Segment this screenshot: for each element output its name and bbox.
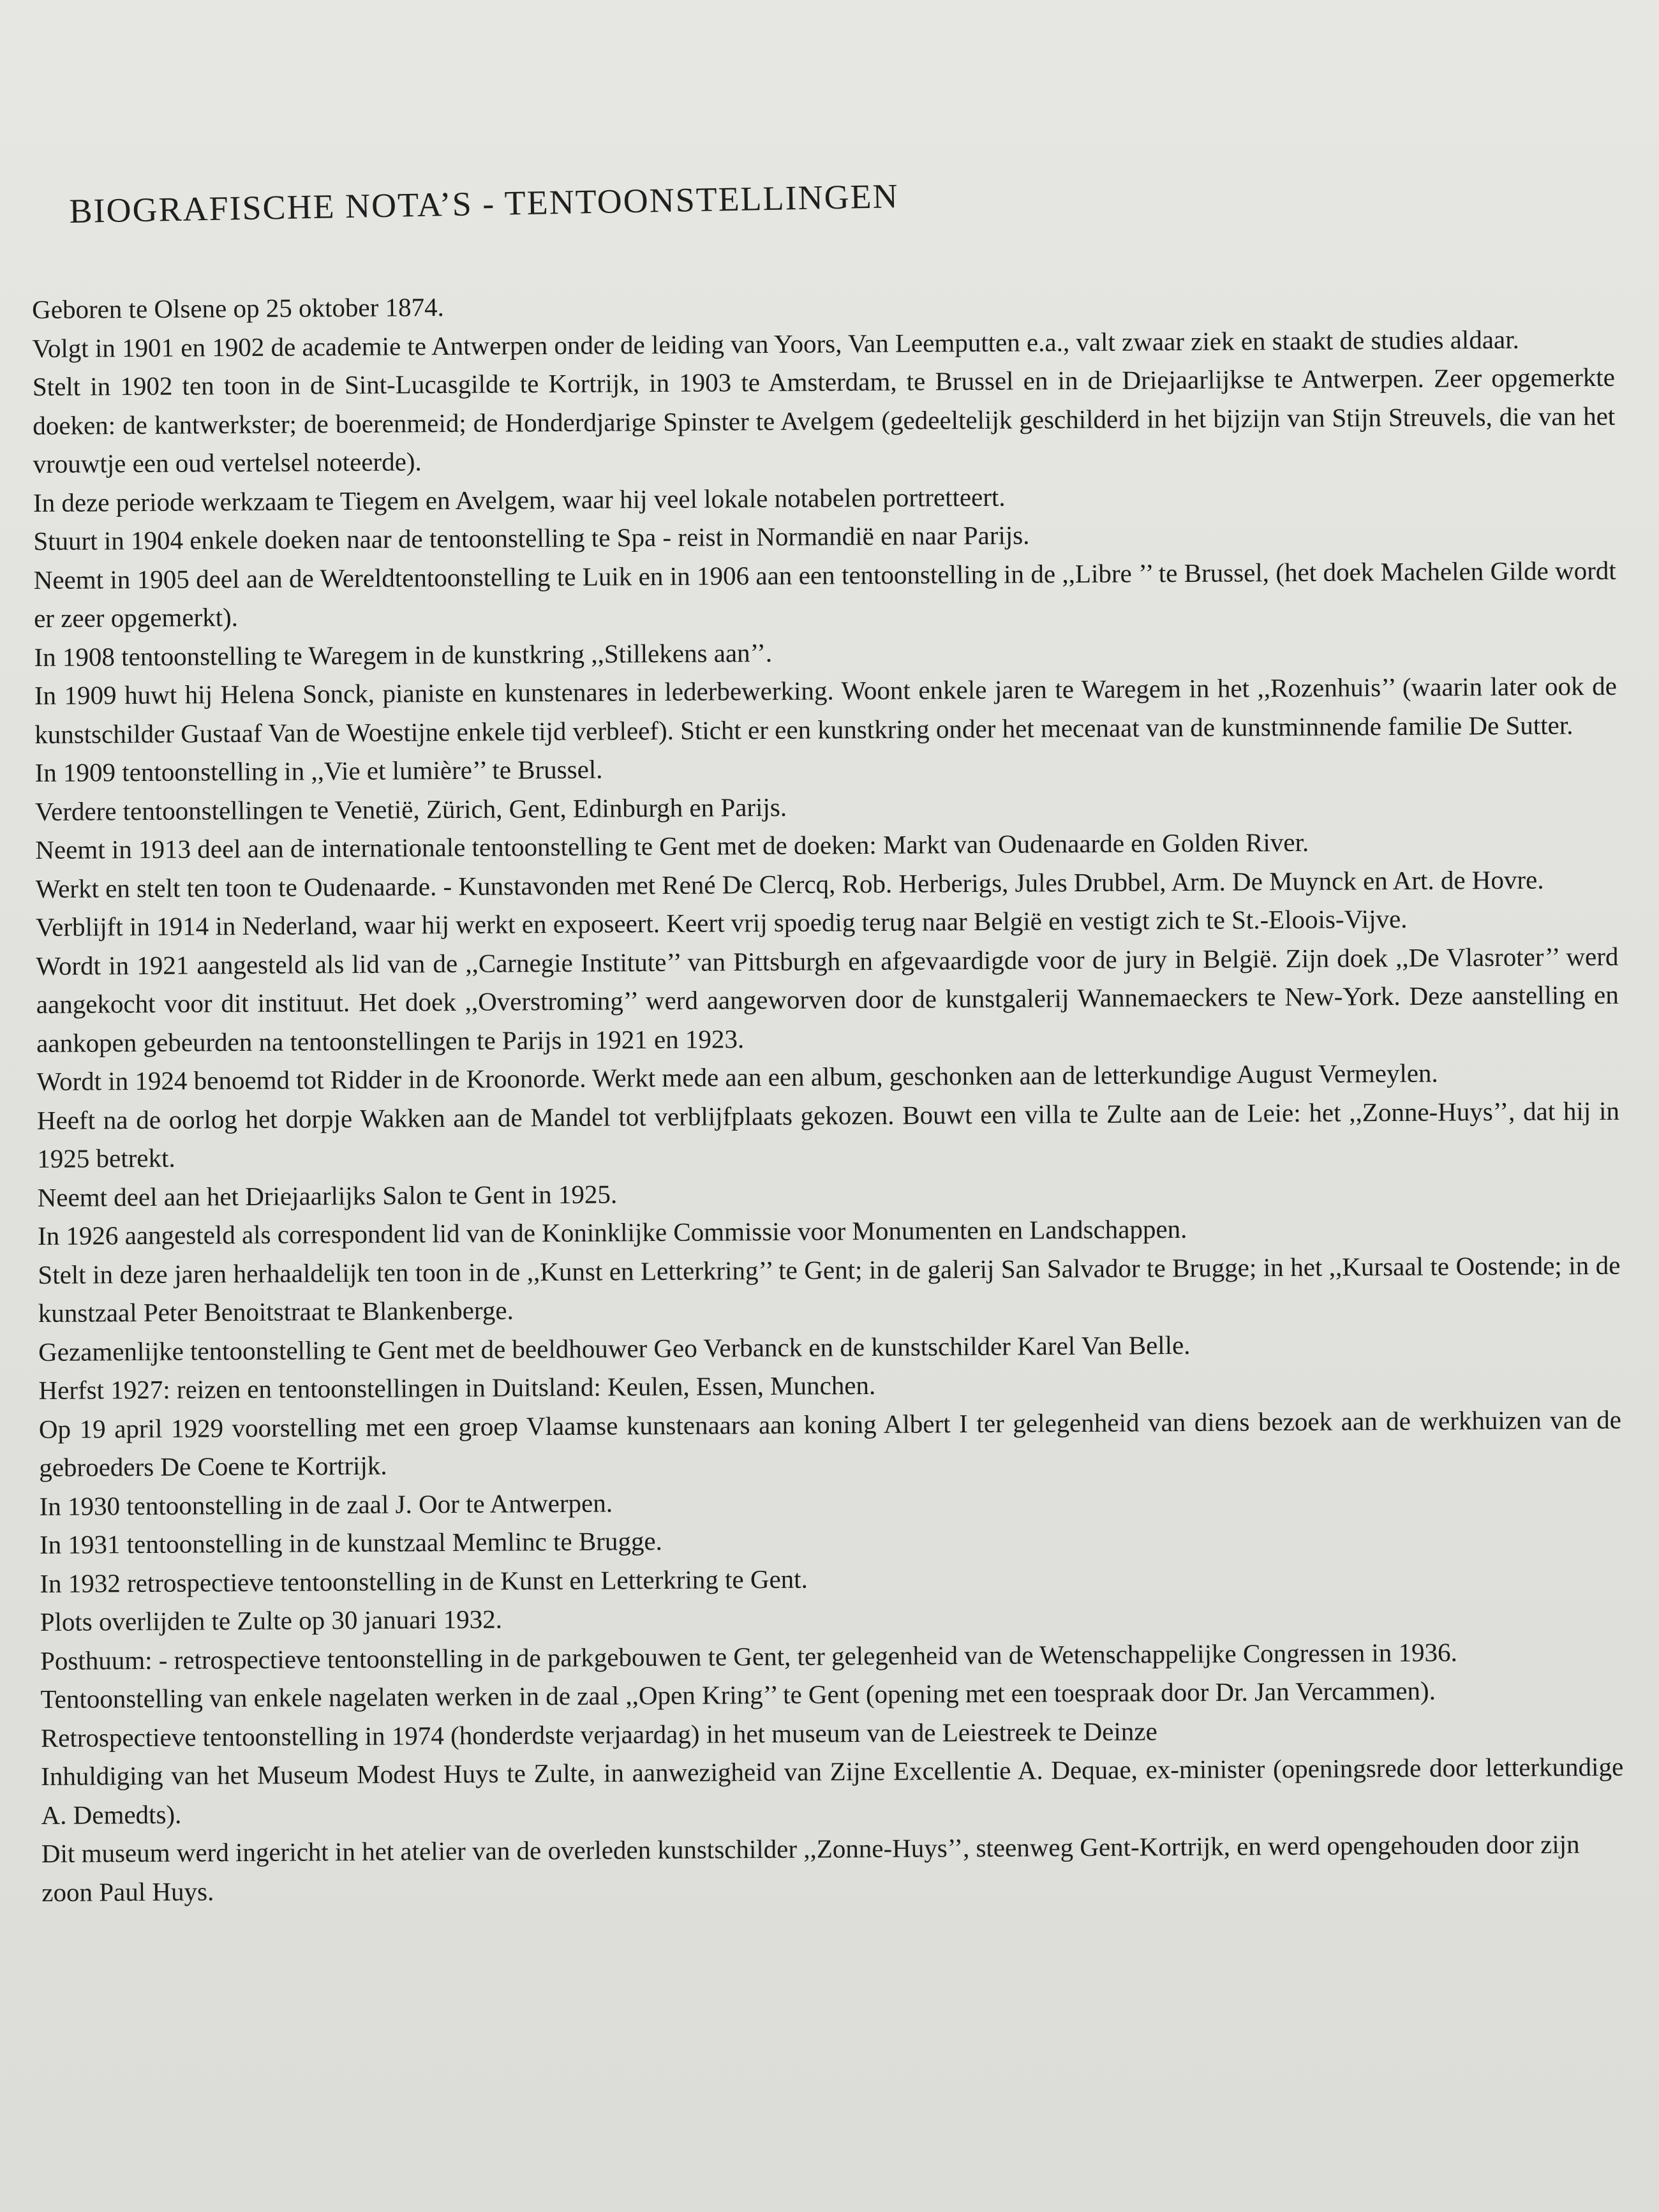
paragraph: Wordt in 1924 benoemd tot Ridder in de Kroonorde. Werkt mede aan een album, geschonken aan de letterkundige August Vermeylen.: [36, 1058, 1438, 1096]
paragraph: Heeft na de oorlog het dorpje Wakken aan de Mandel tot verblijfplaats gekozen. Bouwt een villa te Zulte aan de Leie: het ,,Zonne-Huys’’, dat hij in 1925 betrekt.: [36, 1095, 1620, 1173]
paragraph: Herfst 1927: reizen en tentoonstellingen in Duitsland: Keulen, Essen, Munchen.: [38, 1370, 876, 1405]
paragraph: Neemt deel aan het Driejaarlijks Salon te Gent in 1925.: [37, 1178, 618, 1212]
paragraph: Stelt in 1902 ten toon in de Sint-Lucasgilde te Kortrijk, in 1903 te Amsterdam, te Brussel en in de Driejaarlijkse te Antwerpen. Zeer opgemerkte doeken: de kantwerkster; de boerenmeid; de Honderdjarige Spinster te Avelgem (gedeeltelijk geschilderd in het bijzijn van Stijn Streuvels, die van het vrouwtje een oud vertelsel noteerde).: [32, 362, 1616, 479]
paragraph: Retrospectieve tentoonstelling in 1974 (honderdste verjaardag) in het museum van de Leiestreek te Deinze: [40, 1716, 1157, 1753]
paragraph: Stuurt in 1904 enkele doeken naar de tentoonstelling te Spa - reist in Normandië en naar Parijs.: [33, 520, 1030, 556]
paragraph: Verblijft in 1914 in Nederland, waar hij werkt en exposeert. Keert vrij spoedig terug naar België en vestigt zich te St.-Eloois-Vijve.: [35, 903, 1408, 942]
paragraph: Werkt en stelt ten toon te Oudenaarde. - Kunstavonden met René De Clercq, Rob. Herberigs, Jules Drubbel, Arm. De Muynck en Art. de Hovre.: [35, 865, 1544, 903]
paragraph: Op 19 april 1929 voorstelling met een groep Vlaamse kunstenaars aan koning Albert I ter gelegenheid van diens bezoek aan de werkhuizen van de gebroeders De Coene te Kortrijk.: [38, 1404, 1621, 1482]
paragraph: In 1932 retrospectieve tentoonstelling in de Kunst en Letterkring te Gent.: [40, 1564, 808, 1598]
paragraph: In 1930 tentoonstelling in de zaal J. Oor te Antwerpen.: [39, 1487, 613, 1521]
paragraph: Gezamenlijke tentoonstelling te Gent met de beeldhouwer Geo Verbanck en de kunstschilder Karel Van Belle.: [38, 1330, 1191, 1367]
paragraph: Plots overlijden te Zulte op 30 januari 1932.: [40, 1604, 503, 1637]
paragraph: Posthuum: - retrospectieve tentoonstelling in de parkgebouwen te Gent, ter gelegenheid van de Wetenschappelijke Congressen in 1936.: [40, 1637, 1457, 1675]
paragraph: Stelt in deze jaren herhaaldelijk ten toon in de ,,Kunst en Letterkring’’ te Gent; in de galerij San Salvador te Brugge; in het ,,Kursaal te Oostende; in de kunstzaal Peter Benoitstraat te Blankenberge.: [38, 1250, 1621, 1328]
paragraph: Volgt in 1901 en 1902 de academie te Antwerpen onder de leiding van Yoors, Van Leemputten e.a., valt zwaar ziek en staakt de studies aldaar.: [32, 324, 1519, 363]
page-title: BIOGRAFISCHE NOTA’S - TENTOONSTELLINGEN: [69, 177, 900, 230]
paragraph: Tentoonstelling van enkele nagelaten werken in de zaal ,,Open Kring’’ te Gent (opening met een toespraak door Dr. Jan Vercammen).: [40, 1675, 1436, 1714]
paragraph: Neemt in 1913 deel aan de internationale tentoonstelling te Gent met de doeken: Markt van Oudenaarde en Golden River.: [35, 827, 1309, 865]
paragraph: Verdere tentoonstellingen te Venetië, Zürich, Gent, Edinburgh en Parijs.: [34, 792, 787, 826]
paragraph: Inhuldiging van het Museum Modest Huys te Zulte, in aanwezigheid van Zijne Excellentie A. Dequae, ex-minister (openingsrede door letterkundige A. Demedts).: [41, 1751, 1624, 1830]
paragraph: Wordt in 1921 aangesteld als lid van de ,,Carnegie Institute’’ van Pittsburgh en afgevaardigde voor de jury in België. Zijn doek ,,De Vlasroter’’ werd aangekocht voor dit instituut. Het doek ,,Overstroming’’ werd aangeworven door de kunstgalerij Wannemaeckers te New-York. Deze aanstelling en aankopen gebeurden na tentoonstellingen te Parijs in 1921 en 1923.: [36, 941, 1619, 1058]
paragraph: In 1931 tentoonstelling in de kunstzaal Memlinc te Brugge.: [39, 1526, 662, 1559]
paragraph: In deze periode werkzaam te Tiegem en Avelgem, waar hij veel lokale notabelen portretteert.: [33, 482, 1006, 517]
paragraph: Geboren te Olsene op 25 oktober 1874.: [32, 292, 444, 324]
paragraph: Neemt in 1905 deel aan de Wereldtentoonstelling te Luik en in 1906 aan een tentoonstelling in de ,,Libre ’’ te Brussel, (het doek Machelen Gilde wordt er zeer opgemerkt).: [33, 555, 1616, 633]
paragraph: In 1909 huwt hij Helena Sonck, pianiste en kunstenares in lederbewerking. Woont enkele jaren te Waregem in het ,,Rozenhuis’’ (waarin later ook de kunstschilder Gustaaf Van de Woestijne enkele tijd verbleef). Sticht er een kunstkring onder het mecenaat van de kunstminnende familie De Sutter.: [34, 671, 1617, 749]
paragraph: In 1908 tentoonstelling te Waregem in de kunstkring ,,Stillekens aan’’.: [34, 637, 773, 672]
paragraph: Dit museum werd ingericht in het atelier van de overleden kunstschilder ,,Zonne-Huys’’, steenweg Gent-Kortrijk, en werd opengehouden door zijn zoon Paul Huys.: [41, 1829, 1580, 1907]
paragraph: In 1909 tentoonstelling in ,,Vie et lumière’’ te Brussel.: [34, 754, 603, 787]
biography-text: [32, 281, 1624, 1911]
paragraph: In 1926 aangesteld als correspondent lid van de Koninklijke Commissie voor Monumenten en Landschappen.: [37, 1214, 1187, 1251]
